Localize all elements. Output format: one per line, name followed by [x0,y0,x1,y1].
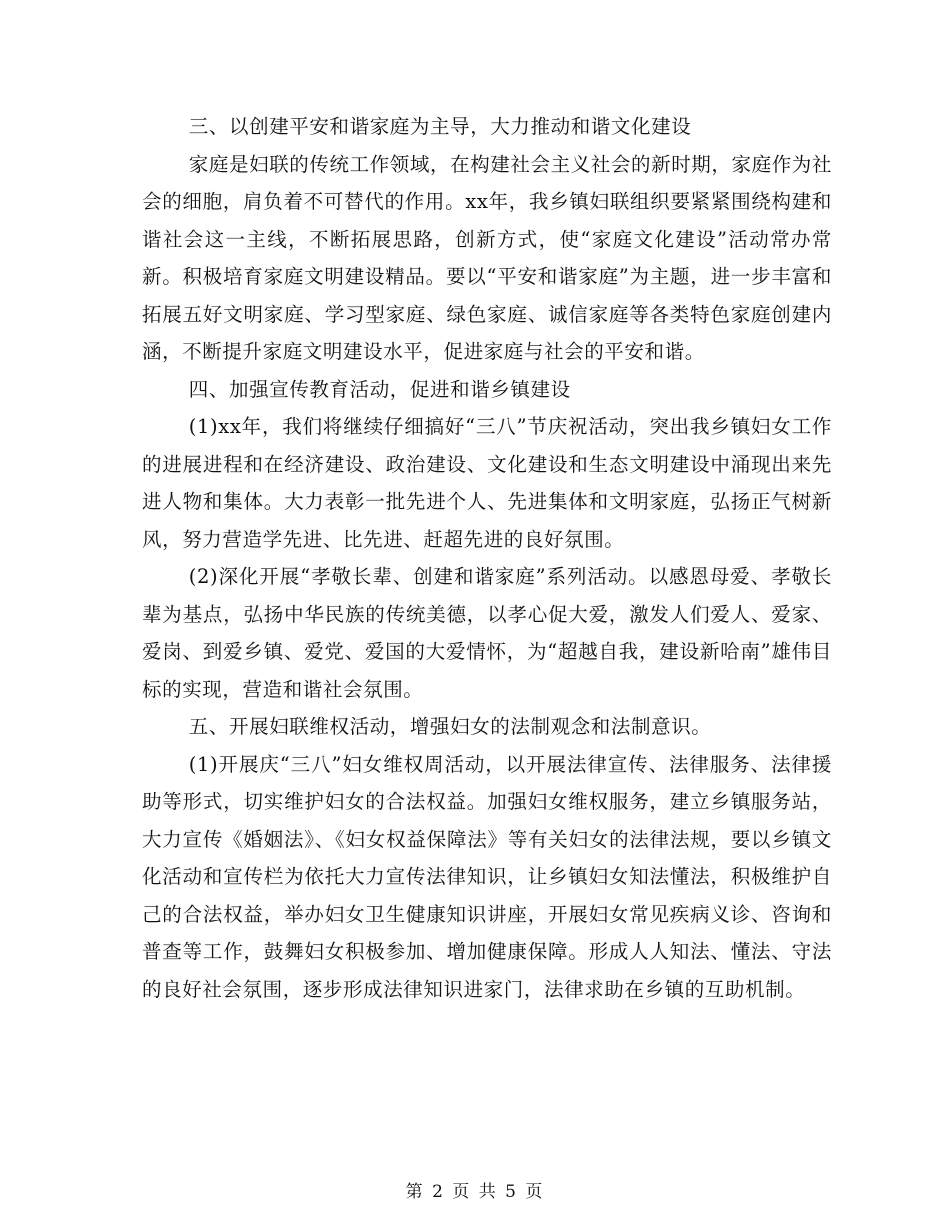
paragraph-rights-week: (1)开展庆“三八”妇女维权周活动，以开展法律宣传、法律服务、法律援助等形式，切实维护妇女的合法权益。加强妇女维权服务，建立乡镇服务站，大力宣传《婚姻法》、《妇女权益保障法》等有关妇女的法律法规，要以乡镇文化活动和宣传栏为依托大力宣传法律知识，让乡镇妇女知法懂法，积极维护自己的合法权益，举办妇女卫生健康知识讲座，开展妇女常见疾病义诊、咨询和普查等工作，鼓舞妇女积极参加、增加健康保障。形成人人知法、懂法、守法的良好社会氛围，逐步形成法律知识进家门，法律求助在乡镇的互助机制。 [142,752,832,1001]
paragraph-march-eighth: (1)xx年，我们将继续仔细搞好“三八”节庆祝活动，突出我乡镇妇女工作的进展进程和在经济建设、政治建设、文化建设和生态文明建设中涌现出来先进人物和集体。大力表彰一批先进个人、先进集体和文明家庭，弘扬正气树新风，努力营造学先进、比先进、赶超先进的良好氛围。 [142,415,832,551]
section-heading-4: 四、加强宣传教育活动，促进和谐乡镇建设 [188,377,571,401]
section-heading-5: 五、开展妇联维权活动，增强妇女的法制观念和法制意识。 [188,715,712,738]
paragraph-family-culture: 家庭是妇联的传统工作领域，在构建社会主义社会的新时期，家庭作为社会的细胞，肩负着不可替代的作用。xx年，我乡镇妇联组织要紧紧围绕构建和谐社会这一主线，不断拓展思路，创新方式，使“家庭文化建设”活动常办常新。积极培育家庭文明建设精品。要以“平安和谐家庭”为主题，进一步丰富和拓展五好文明家庭、学习型家庭、绿色家庭、诚信家庭等各类特色家庭创建内涵，不断提升家庭文明建设水平，促进家庭与社会的平安和谐。 [142,152,832,363]
document-body [142,108,832,1008]
paragraph-filial-piety: (2)深化开展“孝敬长辈、创建和谐家庭”系列活动。以感恩母爱、孝敬长辈为基点，弘扬中华民族的传统美德，以孝心促大爱，激发人们爱人、爱家、爱岗、到爱乡镇、爱党、爱国的大爱情怀，为“超越自我，建设新哈南”雄伟目标的实现，营造和谐社会氛围。 [142,565,832,701]
page-number-footer: 第 2 页 共 5 页 [405,1182,545,1202]
section-heading-3: 三、以创建平安和谐家庭为主导，大力推动和谐文化建设 [188,115,692,138]
